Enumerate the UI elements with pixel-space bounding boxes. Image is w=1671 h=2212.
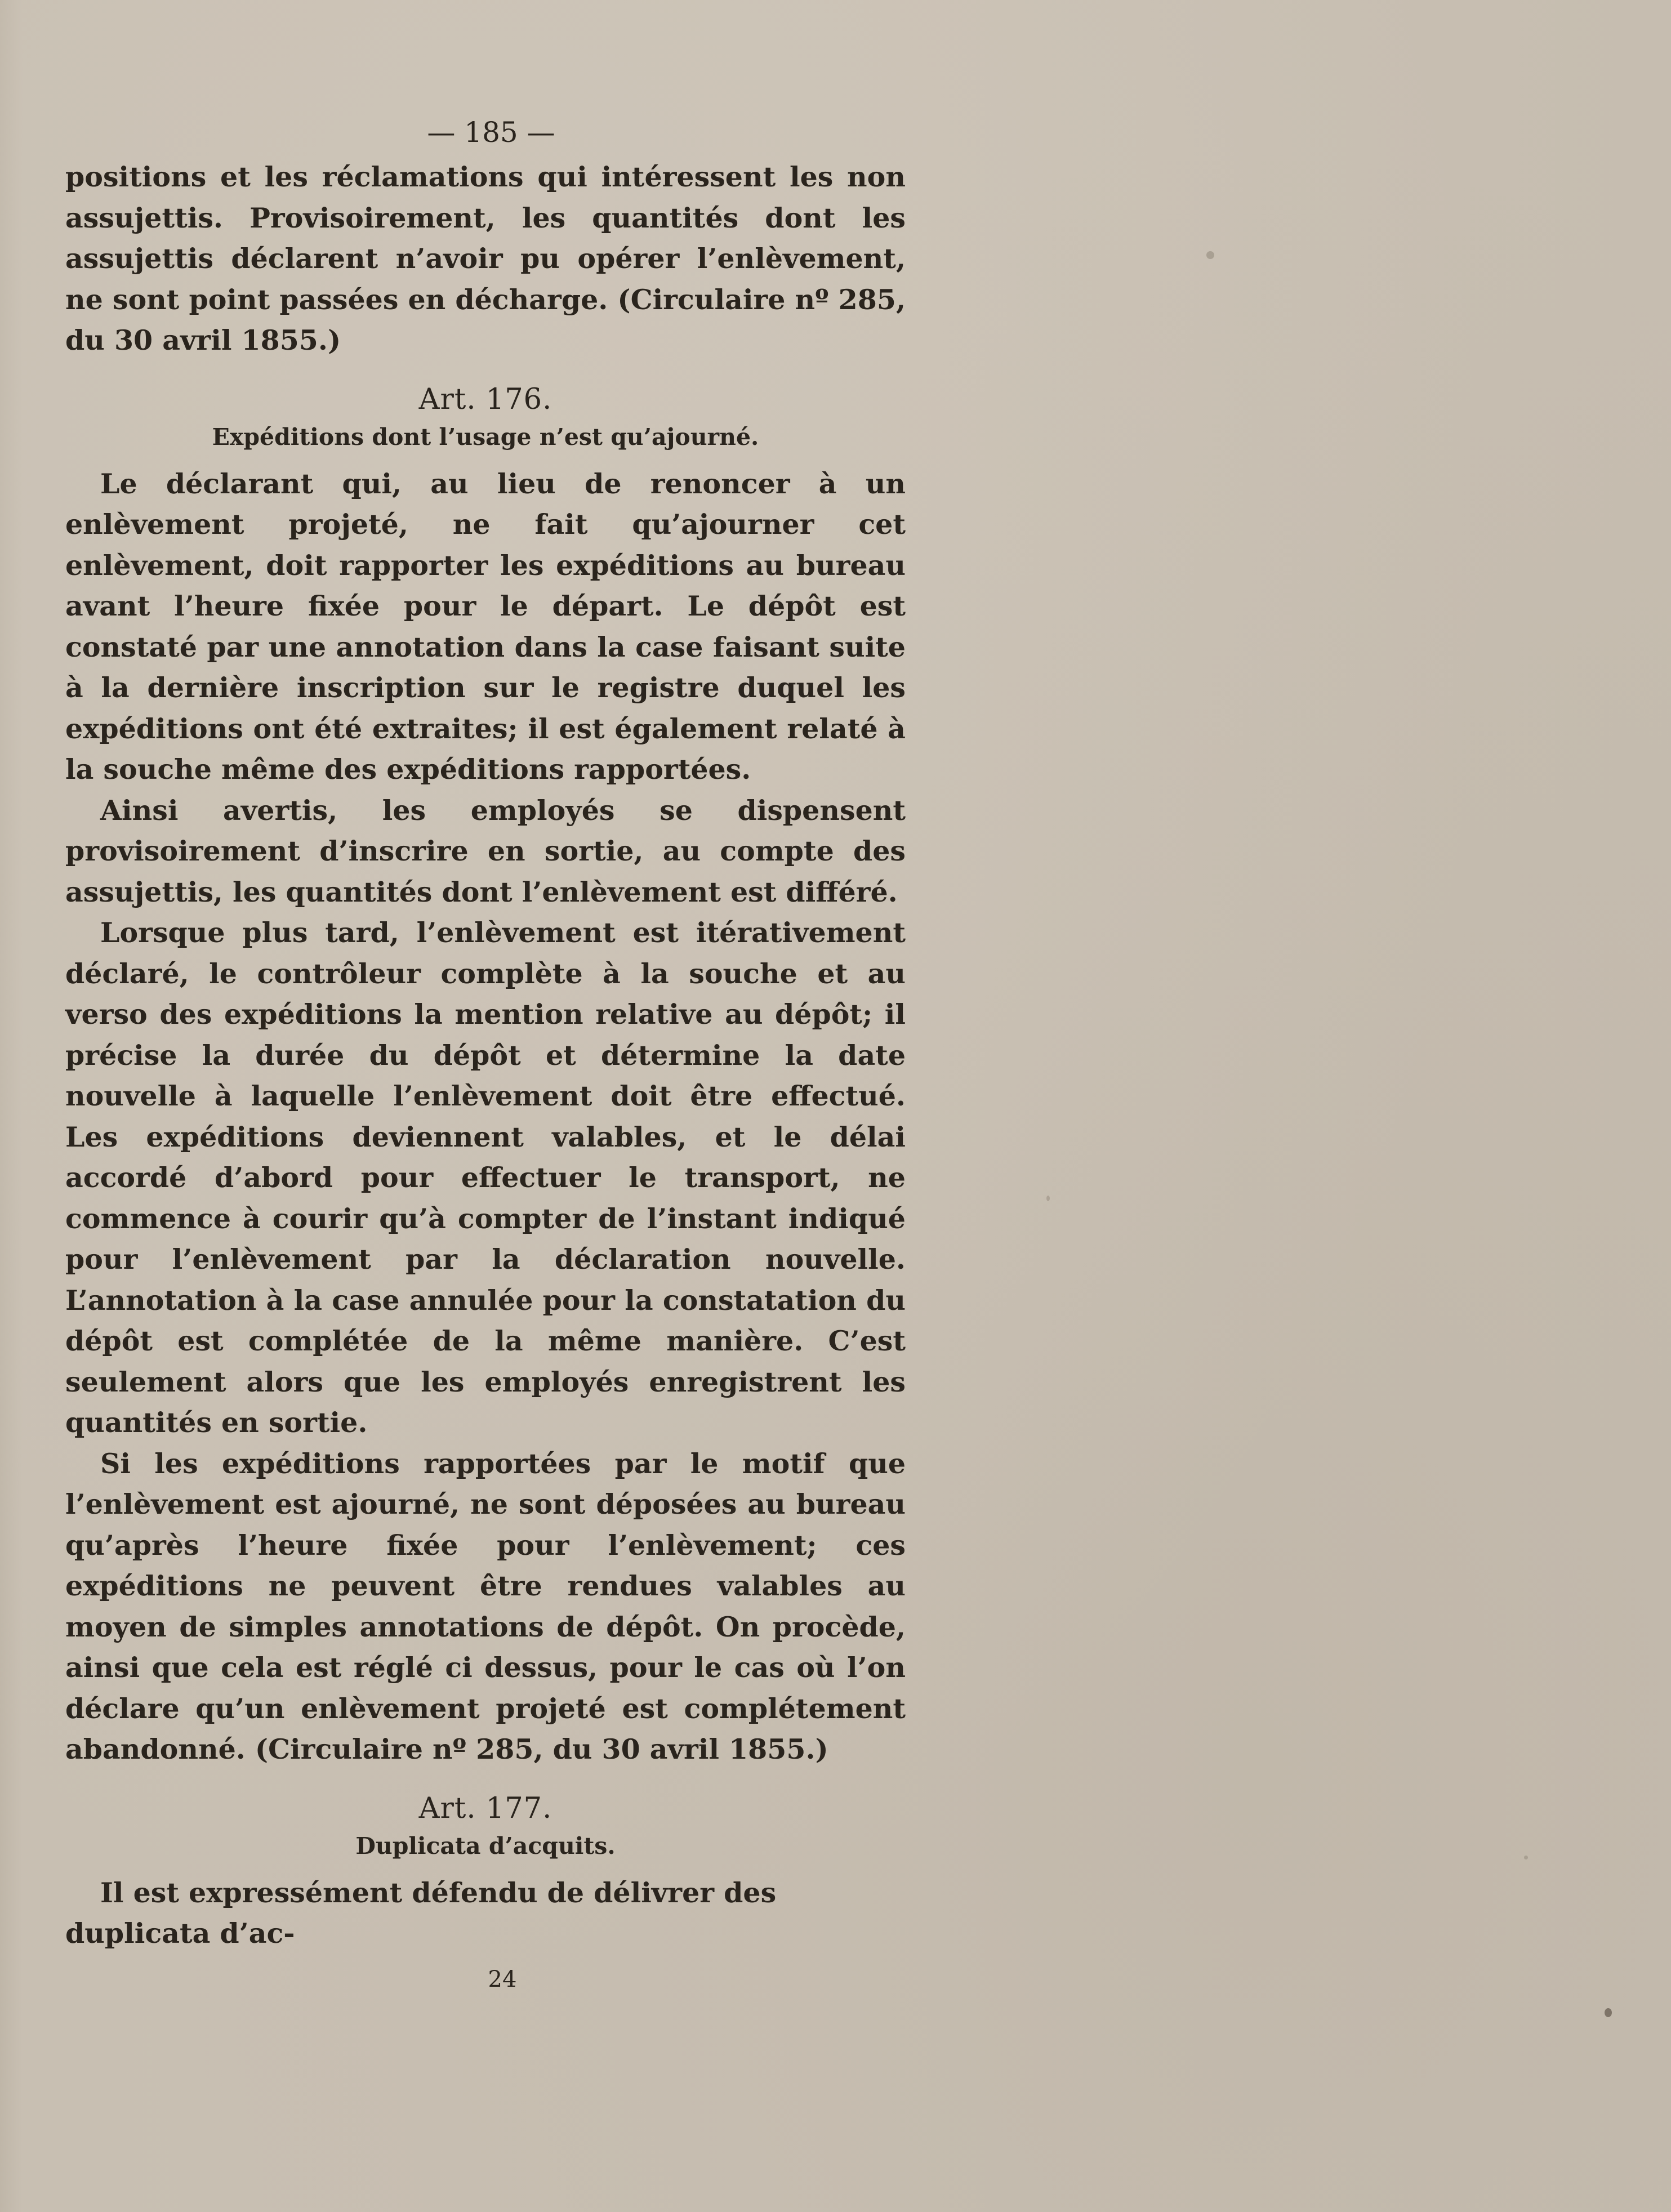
- article-177-subtitle: Duplicata d’acquits.: [355, 1832, 616, 1859]
- paper-speck: [1206, 251, 1214, 259]
- article-177-title: Art. 177.: [418, 1791, 552, 1825]
- article-176-subtitle: Expéditions dont l’usage n’est qu’ajourné.: [212, 423, 759, 451]
- paper-speck: [1605, 2008, 1612, 2017]
- article-176-title: Art. 176.: [418, 382, 552, 416]
- text-block: [65, 113, 906, 1999]
- signature-mark: 24: [488, 1966, 517, 1992]
- page-number: — 185 —: [427, 116, 555, 149]
- paper-speck: [1524, 1856, 1528, 1859]
- article-176-paragraph: Si les expéditions rapportées par le motif que l’enlèvement est ajourné, ne sont déposées au bureau qu’après l’heure fixée pour l’enlèvement; ces expéditions ne peuvent être rendues valables au moyen de simples annotations de dépôt. On procède, ainsi que cela est réglé ci dessus, pour le cas où l’on déclare qu’un enlèvement projeté est complétement abandonné. (Circulaire nº 285, du 30 avril 1855.): [65, 1447, 906, 1765]
- article-176-paragraph: Ainsi avertis, les employés se dispensent provisoirement d’inscrire en sortie, au compte des assujettis, les quantités dont l’enlèvement est différé.: [65, 793, 906, 908]
- paper-speck: [1046, 1196, 1050, 1201]
- article-176-paragraph: Lorsque plus tard, l’enlèvement est itérativement déclaré, le contrôleur complète à la souche et au verso des expéditions la mention relative au dépôt; il précise la durée du dépôt et détermine la date nouvelle à laquelle l’enlèvement doit être effectué. Les expéditions deviennent valables, et le délai accordé d’abord pour effectuer le transport, ne commence à courir qu’à compter de l’instant indiqué pour l’enlèvement par la déclaration nouvelle. L’annotation à la case annulée pour la constatation du dépôt est complétée de la même manière. C’est seulement alors que les employés enregistrent les quantités en sortie.: [65, 916, 906, 1439]
- article-176-paragraph: Le déclarant qui, au lieu de renoncer à un enlèvement projeté, ne fait qu’ajourner cet enlèvement, doit rapporter les expéditions au bureau avant l’heure fixée pour le départ. Le dépôt est constaté par une annotation dans la case faisant suite à la dernière inscription sur le registre duquel les expéditions ont été extraites; il est également relaté à la souche même des expéditions rapportées.: [65, 467, 906, 786]
- article-177-paragraph: Il est expressément défendu de délivrer des duplicata d’ac-: [65, 1876, 777, 1950]
- intro-paragraph: positions et les réclamations qui intéressent les non assujettis. Provisoirement, les quantités dont les assujettis déclarent n’avoir pu opérer l’enlèvement, ne sont point passées en décharge. (Circulaire nº 285, du 30 avril 1855.): [65, 160, 906, 356]
